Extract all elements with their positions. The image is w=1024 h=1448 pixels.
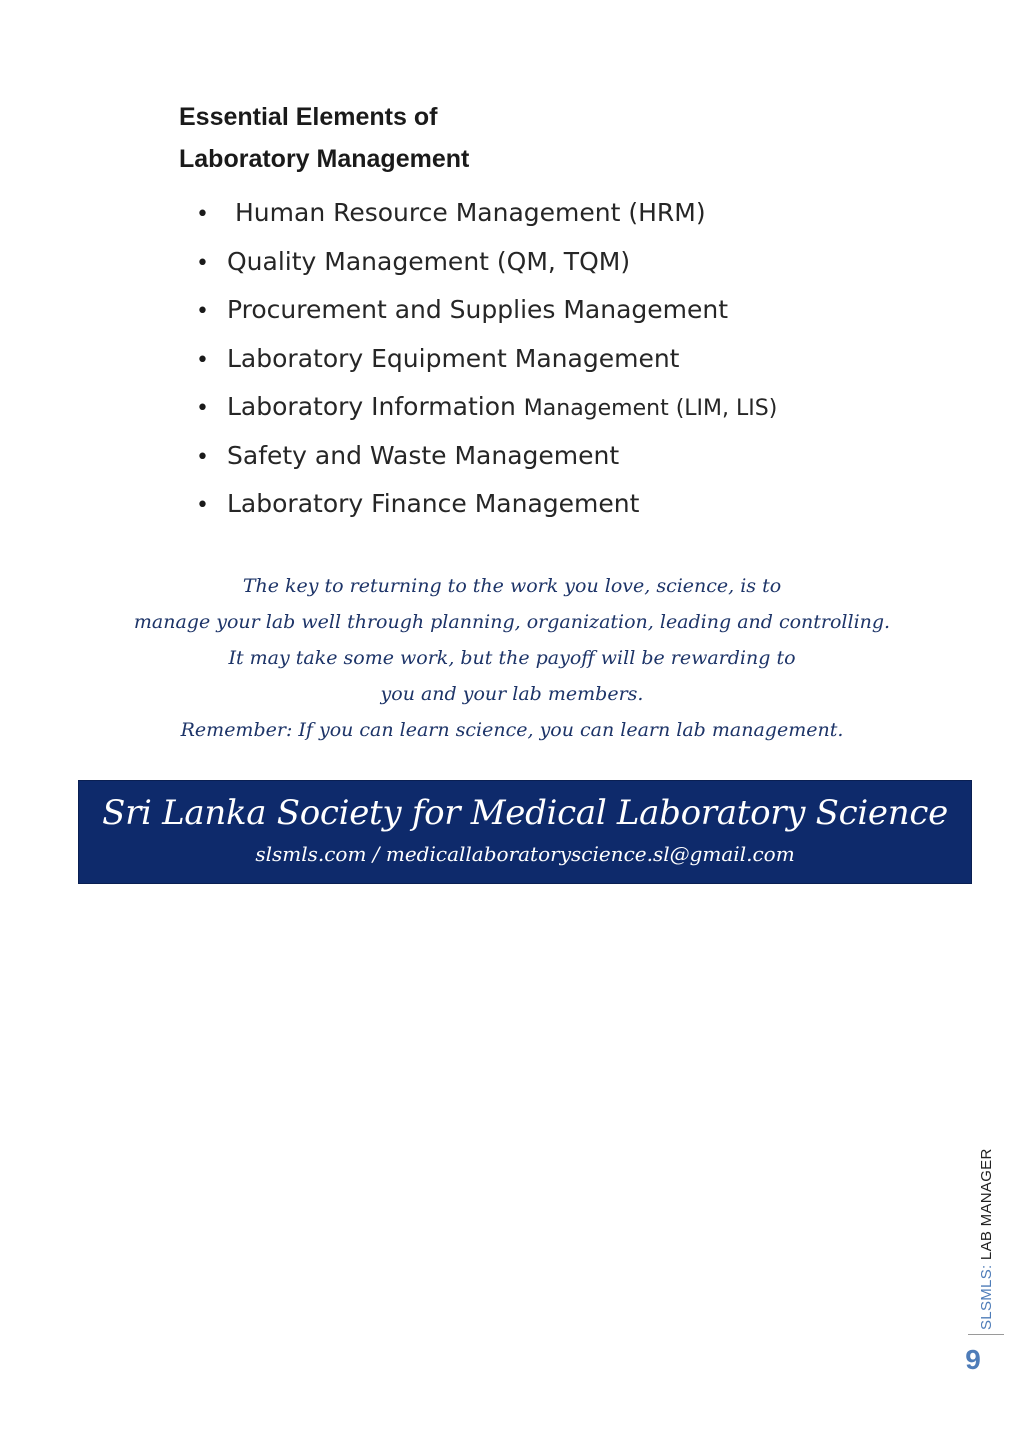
list-item (196, 384, 777, 433)
page-number: 9 (965, 1344, 981, 1375)
list-item-text: Human Resource Management (HRM) (235, 198, 706, 227)
motivational-quote (60, 568, 964, 748)
list-item-text: Laboratory Finance Management (227, 489, 640, 518)
list-item-text: Laboratory Equipment Management (227, 343, 680, 373)
list-item-text: Quality Management (QM, TQM) (227, 246, 631, 276)
quote-line: manage your lab well through planning, organization, leading and controlling. (133, 611, 891, 633)
list-item-text: Procurement and Supplies Management (227, 295, 729, 324)
list-item-text-small: Management (LIM, LIS) (523, 396, 778, 421)
bullet-icon: • (196, 299, 209, 324)
management-elements-list (196, 190, 777, 530)
heading-line-1: Essential Elements of (179, 103, 438, 131)
footer-label-prefix: SLSMLS: (978, 1260, 995, 1330)
bullet-icon: • (196, 444, 209, 470)
quote-line: It may take some work, but the payoff will be rewarding to (228, 647, 796, 669)
heading-line-2: Laboratory Management (179, 145, 470, 173)
quote-line: you and your lab members. (380, 683, 644, 705)
quote-line: The key to returning to the work you love, science, is to (242, 575, 782, 597)
list-item-text: Laboratory Information (227, 392, 524, 421)
society-contact-links[interactable]: slsmls.com / medicallaboratoryscience.sl@gmail.com (255, 842, 795, 866)
list-item (196, 481, 777, 530)
list-item (196, 336, 777, 385)
list-item (196, 433, 777, 482)
footer-divider (968, 1334, 1004, 1335)
society-banner (78, 780, 972, 884)
list-item-text: Safety and Waste Management (227, 440, 620, 470)
bullet-icon: • (196, 396, 209, 421)
bullet-icon: • (196, 347, 209, 373)
bullet-icon: • (196, 202, 209, 227)
bullet-icon: • (196, 250, 209, 276)
section-heading (179, 96, 469, 180)
bullet-icon: • (196, 493, 209, 518)
list-item (196, 190, 777, 239)
quote-line: Remember: If you can learn science, you can learn lab management. (180, 719, 844, 741)
footer-label-suffix: LAB MANAGER (978, 1148, 995, 1261)
society-name: Sri Lanka Society for Medical Laboratory Science (102, 793, 948, 833)
running-footer-label (978, 1148, 995, 1330)
list-item (196, 239, 777, 288)
list-item (196, 287, 777, 336)
